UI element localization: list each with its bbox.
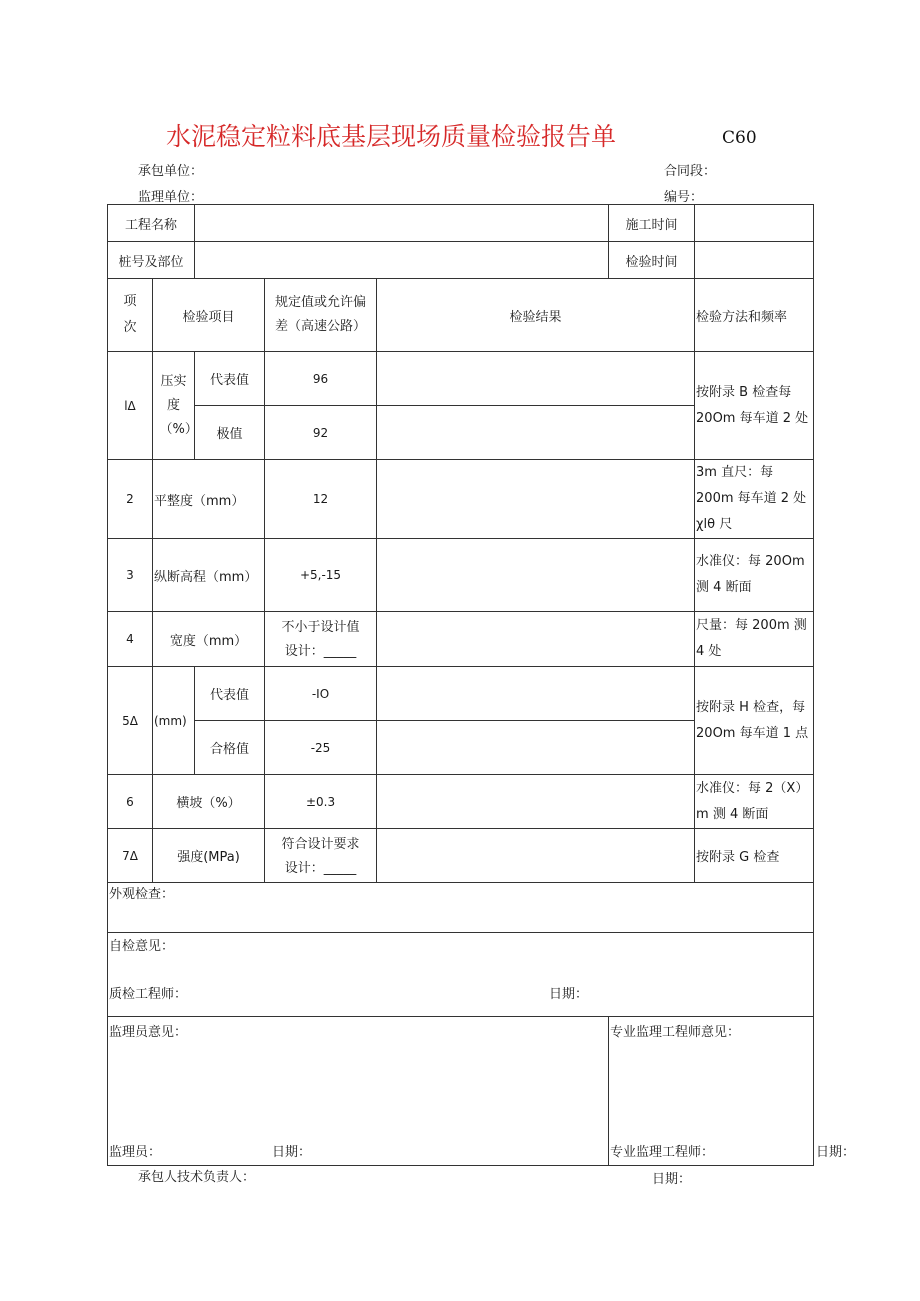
row6-name: 横坡（%） bbox=[153, 775, 265, 829]
inspection-form bbox=[107, 204, 856, 1166]
row2-method: 3m 直尺：每 200m 每车道 2 处χlθ 尺 bbox=[695, 460, 814, 539]
row5-pass-value: -25 bbox=[265, 721, 377, 775]
construction-time-label: 施工时间 bbox=[609, 205, 695, 242]
serial-number-label: 编号： bbox=[664, 190, 704, 205]
pro-engineer-date-label: 日期： bbox=[816, 1145, 856, 1160]
inspection-time-label: 检验时间 bbox=[609, 242, 695, 279]
row5-rep-label: 代表值 bbox=[195, 667, 265, 721]
row3-result[interactable] bbox=[377, 539, 695, 612]
row1-rep-value: 96 bbox=[265, 352, 377, 406]
row5-no: 5Δ bbox=[108, 667, 153, 775]
row6-no: 6 bbox=[108, 775, 153, 829]
contract-section-label: 合同段： bbox=[664, 164, 717, 179]
row3-name: 纵断高程（mm） bbox=[153, 539, 265, 612]
row2-name: 平整度（mm） bbox=[153, 460, 265, 539]
row1-no: lΔ bbox=[108, 352, 153, 460]
pro-engineer-opinion-label: 专业监理工程师意见： bbox=[610, 1025, 741, 1040]
appearance-check[interactable]: 外观检查： bbox=[108, 883, 814, 933]
col-header-method: 检验方法和频率 bbox=[695, 279, 814, 352]
qc-engineer-label: 质检工程师： bbox=[109, 987, 188, 1002]
row7-name: 强度(MPa) bbox=[153, 829, 265, 883]
supervision-unit-label: 监理单位： bbox=[138, 190, 204, 205]
contractor-unit-label: 承包单位： bbox=[138, 164, 204, 179]
row4-value: 不小于设计值 设计：_____ bbox=[265, 612, 377, 667]
row7-result[interactable] bbox=[377, 829, 695, 883]
row4-name: 宽度（mm） bbox=[153, 612, 265, 667]
row6-result[interactable] bbox=[377, 775, 695, 829]
row3-no: 3 bbox=[108, 539, 153, 612]
row4-method: 尺量：每 200m 测 4 处 bbox=[695, 612, 814, 667]
footer-date-label: 日期： bbox=[652, 1172, 692, 1187]
row5-pass-label: 合格值 bbox=[195, 721, 265, 775]
report-title: 水泥稳定粒料底基层现场质量检验报告单 bbox=[166, 122, 617, 151]
row4-result[interactable] bbox=[377, 612, 695, 667]
construction-time-field[interactable] bbox=[695, 205, 814, 242]
self-check-box[interactable] bbox=[108, 933, 814, 1017]
col-header-item-no: 项次 bbox=[108, 279, 153, 352]
row5-rep-result[interactable] bbox=[377, 667, 695, 721]
row5-name: (mm) bbox=[153, 667, 195, 775]
row6-value: ±0.3 bbox=[265, 775, 377, 829]
supervisor-date-label: 日期： bbox=[272, 1145, 312, 1160]
row4-no: 4 bbox=[108, 612, 153, 667]
col-header-item: 检验项目 bbox=[153, 279, 265, 352]
col-header-spec: 规定值或允许偏差（高速公路） bbox=[265, 279, 377, 352]
row7-method: 按附录 G 检查 bbox=[695, 829, 814, 883]
self-check-date-label: 日期： bbox=[549, 987, 589, 1002]
row6-method: 水准仪：每 2（X）m 测 4 断面 bbox=[695, 775, 814, 829]
pro-engineer-signer-label: 专业监理工程师： bbox=[610, 1145, 715, 1160]
row1-ext-value: 92 bbox=[265, 406, 377, 460]
self-check-label: 自检意见： bbox=[109, 939, 175, 954]
row5-pass-result[interactable] bbox=[377, 721, 695, 775]
row2-result[interactable] bbox=[377, 460, 695, 539]
row3-value: +5,-15 bbox=[265, 539, 377, 612]
inspection-time-field[interactable] bbox=[695, 242, 814, 279]
supervisor-opinion-label: 监理员意见： bbox=[109, 1025, 188, 1040]
project-name-label: 工程名称 bbox=[108, 205, 195, 242]
row7-value: 符合设计要求 设计：_____ bbox=[265, 829, 377, 883]
row1-rep-result[interactable] bbox=[377, 352, 695, 406]
supervisor-signer-label: 监理员： bbox=[109, 1145, 162, 1160]
row2-no: 2 bbox=[108, 460, 153, 539]
supervisor-box[interactable] bbox=[108, 1017, 609, 1166]
row7-no: 7Δ bbox=[108, 829, 153, 883]
tech-lead-label: 承包人技术负责人： bbox=[138, 1170, 256, 1185]
col-header-result: 检验结果 bbox=[377, 279, 695, 352]
row5-method: 按附录 H 检查，每 20Om 每车道 1 点 bbox=[695, 667, 814, 775]
row1-ext-result[interactable] bbox=[377, 406, 695, 460]
row1-name: 压实度（%） bbox=[153, 352, 195, 460]
pro-engineer-box[interactable] bbox=[609, 1017, 856, 1166]
form-code: C60 bbox=[722, 128, 757, 148]
row3-method: 水准仪：每 20Om 测 4 断面 bbox=[695, 539, 814, 612]
row1-rep-label: 代表值 bbox=[195, 352, 265, 406]
row5-rep-value: -IO bbox=[265, 667, 377, 721]
row1-method: 按附录 B 检查每 20Om 每车道 2 处 bbox=[695, 352, 814, 460]
project-name-field[interactable] bbox=[195, 205, 609, 242]
station-label: 桩号及部位 bbox=[108, 242, 195, 279]
row2-value: 12 bbox=[265, 460, 377, 539]
row1-ext-label: 极值 bbox=[195, 406, 265, 460]
station-field[interactable] bbox=[195, 242, 609, 279]
